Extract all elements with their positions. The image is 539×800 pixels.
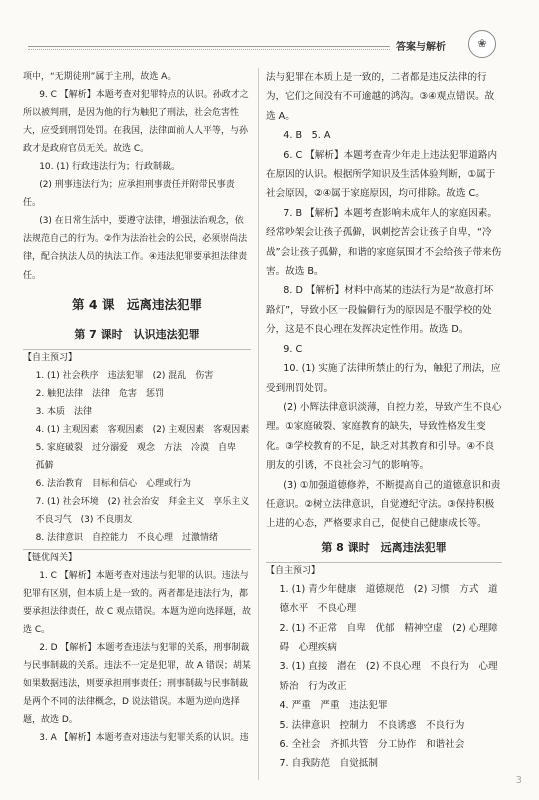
- lesson-title: 第 4 课 远离违法犯罪: [72, 296, 202, 312]
- answer-10-3: (3) 在日常生活中，要遵守法律，增强法治观念，依法规范自己的行为。②作为法治社会的公民，必须崇尚法律，配合执法人员的执法工作。④违法犯罪要承担法律责任。: [23, 216, 248, 281]
- answer-item: 1. C 【解析】本题考查对违法与犯罪的认识。违法与犯罪有区别，但本质上是一致的。两者都是违法行为，都要承担法律责任，故 C 观点错误。本题为逆向选择题，故选 C。: [23, 571, 252, 636]
- list-item: 3. (1) 直接 潜在 (2) 不良心理 不良行为 心理矫治 行为改正: [279, 661, 498, 692]
- answer-item: 8. D 【解析】材料中高某的违法行为是“故意打坏路灯”，导致小区一段偏僻行为的原因是不服学校的处分，这是不良心理在发挥决定性作用。故选 D。: [266, 285, 494, 336]
- answer-item: 2. D 【解析】本题考查违法与犯罪的关系，刑事制裁与民事制裁的关系。违法不一定是犯罪，故 A 错误；胡某如果数据违法，则要承担刑事责任；刑事制裁与民事制裁是两个不同的法律概念，D 说法错误。本题为逆向选择题，故选 D。: [23, 643, 251, 726]
- class-title-8: 第 8 课时 远离违法犯罪: [321, 540, 447, 554]
- column-divider: [258, 68, 259, 780]
- answer-10-1: 10. (1) 行政违法行为；行政制裁。: [39, 162, 180, 173]
- list-item: 5. 家庭破裂 过分溺爱 观念 方法 冷漠 自卑 孤僻: [35, 442, 246, 471]
- answer-item: (3) ①加强道德修养，不断提高自己的道德意识和责任意识。②树立法律意识，自觉遵纪守法。③保持积极上进的心态，严格要求自己，促使自己健康成长等。: [266, 479, 501, 530]
- answer-10-2: (2) 刑事违法行为；应承担刑事责任并附带民事责任。: [23, 180, 235, 209]
- list-item: 6. 法治教育 目标和信心 心理或行为: [35, 478, 192, 489]
- answer-item: 7. B 【解析】本题考查影响未成年人的家庭因素。经常吵架会让孩子孤僻，讽刺挖苦会让孩子自卑，“冷战”会让孩子孤僻，和谐的家庭氛围才不会给孩子带来伤害。故选 B。: [266, 207, 502, 278]
- list-item: 5. 法律意识 控制力 不良诱惑 不良行为: [279, 719, 465, 731]
- flower-icon: ❀: [468, 30, 496, 58]
- header-rule-dotted: [28, 49, 390, 50]
- header-rule: [28, 46, 390, 47]
- answer-item: (2) 小辉法律意识淡薄，自控力差，导致产生不良心理。①家庭破裂、家庭教育的缺失，导致性格发生变化。③学校教育的不足，缺乏对其教育和引导。④不良朋友的引诱，不良社会习气的影响等。: [266, 401, 502, 472]
- section-label-preview: 【自主预习】: [23, 349, 251, 367]
- list-item: 2. (1) 不正常 自卑 优郁 精神空虚 (2) 心理障碍 心理疾病: [279, 622, 498, 653]
- answer-item: 4. B 5. A: [283, 130, 331, 142]
- answer-9: 9. C 【解析】本题考查对犯罪特点的认识。孙政才之所以被判刑，是因为他的行为触犯了刑法，社会危害性大，应受到刑罚处罚。在我国，法律面前人人平等，与孙政才是政府官员无关。故选 C。: [23, 90, 249, 155]
- list-item: 4. 严重 严重 违法犯罪: [279, 700, 388, 712]
- right-column: [266, 68, 502, 774]
- list-item: 7. 自我防范 自觉抵制: [279, 758, 378, 770]
- list-item: 3. 本质 法律: [35, 406, 93, 417]
- section-label-preview: 【自主预习】: [266, 562, 502, 580]
- list-item: 7. (1) 社会环境 (2) 社会治安 拜金主义 享乐主义 不良习气 (3) 不良朋友: [35, 496, 259, 525]
- page-header: [0, 0, 539, 60]
- page-number: 3: [515, 775, 522, 786]
- list-item: 1. (1) 青少年健康 道德规范 (2) 习惯 方式 道德水平 不良心理: [279, 583, 498, 615]
- class-title-7: 第 7 课时 认识违法犯罪: [74, 327, 200, 341]
- section-label-practice: 【链优闯关】: [23, 549, 251, 567]
- answer-item: 6. C 【解析】本题考查青少年走上违法犯罪道路内在原因的认识。根据所学知识及生活体验判断，①属于社会原因，②④属于家庭原因，均可排除。故选 C。: [266, 149, 498, 200]
- left-column: [23, 68, 259, 748]
- list-item: 4. (1) 主观因素 客观因素 (2) 主观因素 客观因素: [35, 424, 250, 435]
- header-title: 答案与解析: [396, 42, 446, 53]
- list-item: 1. (1) 社会秩序 违法犯罪 (2) 混乱 伤害: [35, 370, 214, 381]
- answer-item: 10. (1) 实施了法律所禁止的行为，触犯了刑法，应受到刑罚处罚。: [266, 363, 501, 394]
- list-item: 8. 法律意识 自控能力 不良心理 过激情绪: [35, 532, 219, 543]
- list-item: 6. 全社会 齐抓共管 分工协作 和谐社会: [279, 739, 465, 750]
- text-line: 法与犯罪在本质上是一致的，二者都是违反法律的行为，它们之间没有不可逾越的鸿沟。③④观点错误。故选 A。: [266, 72, 495, 122]
- text-line: 项中，“无期徒刑”属于主刑，故选 A。: [23, 72, 177, 82]
- answer-item: 9. C: [283, 343, 303, 355]
- list-item: 2. 触犯法律 法律 危害 惩罚: [35, 388, 165, 399]
- answer-item: 3. A 【解析】本题考查对违法与犯罪关系的认识。违: [39, 733, 249, 744]
